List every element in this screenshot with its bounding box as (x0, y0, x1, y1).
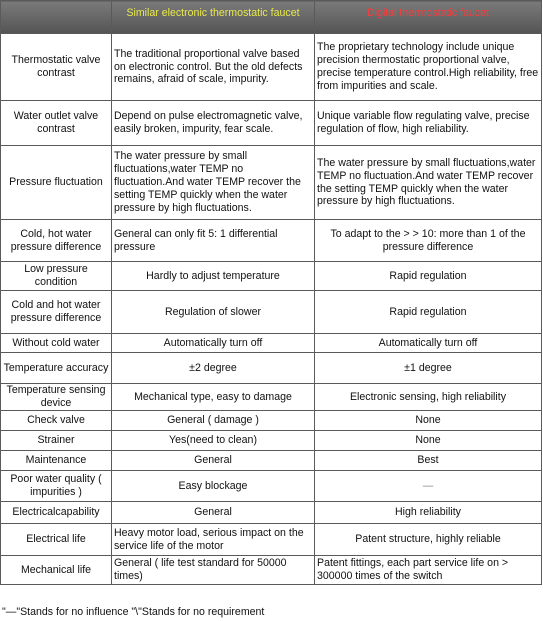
table-row (1, 556, 542, 585)
similar-cell: The water pressure by small fluctuations,water TEMP no fluctuation.And water TEMP recover the setting TEMP quickly when the water pressure by high fluctuations. (112, 146, 315, 220)
digital-cell: None (315, 431, 542, 451)
table-row (1, 146, 542, 220)
row-label: Electrical life (1, 524, 112, 556)
digital-cell: Patent structure, highly reliable (315, 524, 542, 556)
table-row (1, 101, 542, 146)
digital-cell: The water pressure by small fluctuations,water TEMP no fluctuation.And water TEMP recover the setting TEMP quickly when the water pressure by high fluctuations. (315, 146, 542, 220)
row-label: Check valve (1, 411, 112, 431)
row-label: Without cold water (1, 334, 112, 353)
row-label: Maintenance (1, 451, 112, 471)
row-label: Cold and hot water pressure difference (1, 291, 112, 334)
header-similar: Similar electronic thermostatic faucet (112, 1, 315, 34)
similar-cell: Easy blockage (112, 471, 315, 502)
table-row (1, 262, 542, 291)
table-row (1, 451, 542, 471)
similar-cell: ±2 degree (112, 353, 315, 384)
similar-cell: General (112, 502, 315, 524)
similar-cell: General ( damage ) (112, 411, 315, 431)
row-label: Temperature accuracy (1, 353, 112, 384)
footnote: "—"Stands for no influence "\"Stands for no requirement (2, 606, 265, 618)
row-label: Electricalcapability (1, 502, 112, 524)
row-label: Temperature sensing device (1, 384, 112, 411)
row-label: Low pressure condition (1, 262, 112, 291)
similar-cell: Regulation of slower (112, 291, 315, 334)
digital-cell: — (315, 471, 542, 502)
digital-cell: Best (315, 451, 542, 471)
similar-cell: General (112, 451, 315, 471)
similar-cell: Heavy motor load, serious impact on the service life of the motor (112, 524, 315, 556)
table-row (1, 502, 542, 524)
digital-cell: Automatically turn off (315, 334, 542, 353)
similar-cell: Yes(need to clean) (112, 431, 315, 451)
similar-cell: Hardly to adjust temperature (112, 262, 315, 291)
similar-cell: General ( life test standard for 50000 times) (112, 556, 315, 585)
digital-cell: High reliability (315, 502, 542, 524)
table-row (1, 220, 542, 262)
table-row (1, 411, 542, 431)
digital-cell: To adapt to the > > 10: more than 1 of the pressure difference (315, 220, 542, 262)
row-label: Pressure fluctuation (1, 146, 112, 220)
digital-cell: ±1 degree (315, 353, 542, 384)
digital-cell: Rapid regulation (315, 291, 542, 334)
row-label: Water outlet valve contrast (1, 101, 112, 146)
similar-cell: Automatically turn off (112, 334, 315, 353)
table-header-row (1, 1, 542, 34)
table-row (1, 524, 542, 556)
row-label: Thermostatic valve contrast (1, 34, 112, 101)
similar-cell: Mechanical type, easy to damage (112, 384, 315, 411)
row-label: Cold, hot water pressure difference (1, 220, 112, 262)
digital-cell: The proprietary technology include unique precision thermostatic proportional valve, precise temperature control.High reliability, free from impurities and scale. (315, 34, 542, 101)
table-row (1, 334, 542, 353)
digital-cell: Unique variable flow regulating valve, precise regulation of flow, high reliability. (315, 101, 542, 146)
row-label: Poor water quality ( impurities ) (1, 471, 112, 502)
table-row (1, 431, 542, 451)
digital-cell: None (315, 411, 542, 431)
digital-cell: Electronic sensing, high reliability (315, 384, 542, 411)
table-row (1, 353, 542, 384)
table-row (1, 34, 542, 101)
row-label: Strainer (1, 431, 112, 451)
digital-cell: Rapid regulation (315, 262, 542, 291)
table-row (1, 471, 542, 502)
table-row (1, 384, 542, 411)
digital-cell: Patent fittings, each part service life on > 300000 times of the switch (315, 556, 542, 585)
table-row (1, 291, 542, 334)
similar-cell: General can only fit 5: 1 differential pressure (112, 220, 315, 262)
similar-cell: Depend on pulse electromagnetic valve, easily broken, impurity, fear scale. (112, 101, 315, 146)
header-digital: Digital thermostatic faucet (315, 1, 542, 34)
similar-cell: The traditional proportional valve based on electronic control. But the old defects remains, afraid of scale, impurity. (112, 34, 315, 101)
row-label: Mechanical life (1, 556, 112, 585)
header-feature (1, 1, 112, 34)
